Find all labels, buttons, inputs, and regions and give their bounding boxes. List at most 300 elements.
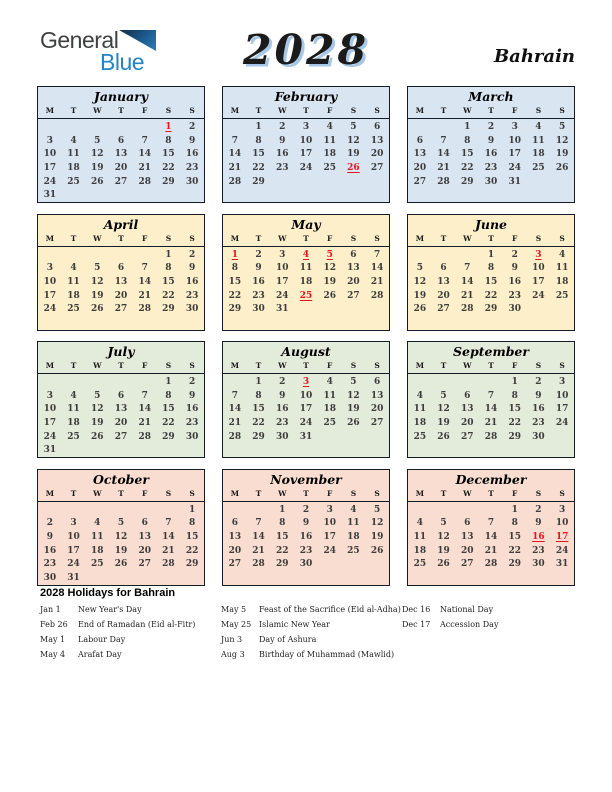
week-row xyxy=(223,531,389,545)
holiday-date: May 4 xyxy=(40,650,66,659)
date-cell: 24 xyxy=(299,418,313,429)
date-cell xyxy=(455,444,479,458)
date-cell: 11 xyxy=(413,404,427,415)
date-cell: 12 xyxy=(370,518,384,529)
date-cell: 24 xyxy=(43,176,57,187)
week-row xyxy=(408,317,574,331)
date-cell: 23 xyxy=(252,290,265,301)
date-cell: 10 xyxy=(67,531,80,542)
date-cell xyxy=(365,317,389,331)
date-cell: 23 xyxy=(43,559,57,570)
date-cell: 16 xyxy=(252,276,265,287)
day-of-week-label: T xyxy=(70,488,77,498)
week-row xyxy=(38,121,204,135)
calendar-year: 2028 xyxy=(242,26,370,74)
date-cell xyxy=(503,317,527,331)
date-cell: 28 xyxy=(484,559,498,570)
day-of-week-label: M xyxy=(415,488,424,498)
date-cell: 25 xyxy=(67,304,80,315)
date-cell xyxy=(432,444,456,458)
date-cell xyxy=(432,572,456,586)
date-cell: 2 xyxy=(535,377,542,387)
date-cell: 17 xyxy=(299,404,313,415)
date-cell: 27 xyxy=(413,176,427,187)
date-cell: 18 xyxy=(91,545,104,556)
date-cell xyxy=(294,176,318,190)
day-of-week-header-row xyxy=(223,233,389,246)
date-cell xyxy=(479,572,503,586)
date-cell: 10 xyxy=(43,276,57,287)
date-cell: 14 xyxy=(228,404,242,415)
date-cell: 28 xyxy=(228,431,242,442)
day-of-week-label: W xyxy=(463,106,472,115)
date-cell xyxy=(408,376,432,390)
date-cell: 14 xyxy=(138,276,151,287)
date-cell: 17 xyxy=(67,545,80,556)
date-cell: 4 xyxy=(70,390,77,401)
week-row xyxy=(38,390,204,404)
day-of-week-label: W xyxy=(278,233,287,243)
date-cell: 22 xyxy=(162,290,175,301)
week-row xyxy=(223,303,389,317)
holiday-item xyxy=(221,634,401,649)
week-row xyxy=(223,376,389,390)
date-cell: 18 xyxy=(413,418,427,429)
date-cell: 17 xyxy=(508,149,521,160)
date-cell: 5 xyxy=(350,122,357,132)
day-of-week-header-row xyxy=(408,360,574,373)
week-row xyxy=(38,403,204,417)
date-cell: 3 xyxy=(559,377,566,387)
week-row xyxy=(223,545,389,559)
date-cell xyxy=(408,189,432,203)
date-cell: 1 xyxy=(464,122,471,132)
month-dates xyxy=(223,118,389,203)
date-cell: 8 xyxy=(189,518,196,529)
month-dates xyxy=(38,501,204,586)
day-of-week-label: T xyxy=(488,361,494,370)
date-cell: 27 xyxy=(347,290,360,301)
date-cell: 23 xyxy=(484,163,498,174)
date-cell: 3 xyxy=(326,504,333,515)
date-cell: 8 xyxy=(165,390,172,401)
date-cell: 21 xyxy=(437,163,450,174)
date-cell: 2 xyxy=(46,518,53,529)
date-cell: 6 xyxy=(350,249,357,260)
date-cell xyxy=(157,317,181,331)
date-cell: 19 xyxy=(437,418,450,429)
day-of-week-label: T xyxy=(488,488,494,498)
date-cell: 31 xyxy=(299,431,313,442)
day-of-week-label: F xyxy=(512,488,518,498)
month-may xyxy=(222,214,390,331)
date-cell: 28 xyxy=(484,431,498,442)
date-cell: 28 xyxy=(252,559,265,570)
date-cell: 2 xyxy=(487,122,495,132)
day-of-week-label: S xyxy=(374,233,380,243)
week-row xyxy=(408,303,574,317)
holiday-item xyxy=(402,604,498,619)
week-row xyxy=(408,558,574,572)
date-cell xyxy=(180,317,204,331)
date-cell: 13 xyxy=(461,404,474,415)
day-of-week-header-row xyxy=(408,488,574,501)
week-row xyxy=(408,176,574,190)
day-of-week-label: T xyxy=(440,488,447,498)
day-of-week-label: W xyxy=(463,488,472,498)
date-cell xyxy=(223,444,247,458)
day-of-week-header-row xyxy=(223,360,389,373)
date-cell: 15 xyxy=(162,276,175,287)
date-cell xyxy=(432,376,456,390)
date-cell: 22 xyxy=(461,163,474,174)
date-cell: 10 xyxy=(532,263,545,274)
date-cell xyxy=(180,444,204,458)
holidays-title: 2028 Holidays for Bahrain xyxy=(40,587,176,599)
week-row xyxy=(38,290,204,304)
day-of-week-label: F xyxy=(512,361,518,370)
date-cell: 4 xyxy=(416,518,423,529)
date-cell: 20 xyxy=(437,290,450,301)
day-of-week-label: T xyxy=(303,106,309,115)
date-cell: 14 xyxy=(162,531,175,542)
day-of-week-label: M xyxy=(230,488,239,498)
date-cell xyxy=(38,376,62,390)
date-cell xyxy=(223,317,247,331)
date-cell xyxy=(455,572,479,586)
day-of-week-label: T xyxy=(70,233,77,243)
date-cell: 2 xyxy=(189,249,196,260)
date-cell: 30 xyxy=(299,559,313,570)
date-cell: 6 xyxy=(464,390,471,401)
date-cell xyxy=(550,317,574,331)
date-cell: 4 xyxy=(559,249,566,260)
day-of-week-label: T xyxy=(255,361,262,370)
day-of-week-label: S xyxy=(350,488,357,498)
week-row xyxy=(223,431,389,445)
date-cell xyxy=(503,572,527,586)
week-row xyxy=(408,431,574,445)
date-cell xyxy=(455,189,479,203)
date-cell xyxy=(294,303,318,317)
date-cell xyxy=(180,189,204,203)
date-cell: 13 xyxy=(114,276,128,287)
week-row xyxy=(38,162,204,176)
date-cell: 5 xyxy=(94,135,101,146)
date-cell xyxy=(550,431,574,445)
day-of-week-label: W xyxy=(463,361,472,370)
date-cell: 12 xyxy=(555,135,569,146)
date-cell: 29 xyxy=(162,304,175,315)
holidays-section xyxy=(40,587,575,659)
date-cell xyxy=(527,317,551,331)
holiday-name: Islamic New Year xyxy=(259,620,330,629)
date-cell: 26 xyxy=(555,163,569,174)
week-row xyxy=(408,376,574,390)
date-cell: 22 xyxy=(252,418,265,429)
date-cell xyxy=(318,303,342,317)
date-cell xyxy=(247,572,271,586)
day-of-week-header-row xyxy=(223,488,389,501)
date-cell: 21 xyxy=(370,276,384,287)
holiday-item xyxy=(221,649,401,664)
day-of-week-label: W xyxy=(278,106,287,115)
date-cell: 19 xyxy=(91,290,104,301)
date-cell: 22 xyxy=(508,545,521,556)
date-cell: 24 xyxy=(299,163,313,174)
month-title: November xyxy=(270,471,342,487)
date-cell: 8 xyxy=(255,135,262,146)
date-cell: 12 xyxy=(437,404,450,415)
date-cell: 16 xyxy=(185,404,199,415)
date-cell: 18 xyxy=(413,545,427,556)
date-cell xyxy=(109,376,133,390)
date-cell: 13 xyxy=(413,149,427,160)
date-cell: 12 xyxy=(347,135,360,146)
date-cell xyxy=(85,572,109,586)
date-cell xyxy=(408,317,432,331)
date-cell xyxy=(109,504,133,518)
date-cell xyxy=(247,317,271,331)
date-cell: 1 xyxy=(189,504,196,515)
day-of-week-label: S xyxy=(165,361,172,370)
date-cell xyxy=(109,121,133,135)
month-dates xyxy=(408,118,574,203)
week-row xyxy=(408,572,574,586)
date-cell: 16 xyxy=(185,276,199,287)
date-cell xyxy=(479,376,503,390)
day-of-week-label: S xyxy=(559,488,565,498)
month-september xyxy=(407,341,575,458)
date-cell xyxy=(157,572,181,586)
date-cell xyxy=(455,504,479,518)
date-cell: 9 xyxy=(189,263,196,274)
day-of-week-label: T xyxy=(70,106,77,115)
date-cell xyxy=(38,317,62,331)
date-cell: 1 xyxy=(511,504,518,515)
holiday-date-cell: 3 xyxy=(535,249,542,260)
date-cell xyxy=(133,249,157,263)
week-row xyxy=(38,558,204,572)
day-of-week-label: S xyxy=(535,361,542,370)
date-cell: 27 xyxy=(437,304,450,315)
day-of-week-label: T xyxy=(118,488,124,498)
date-cell: 10 xyxy=(299,390,313,401)
date-cell: 14 xyxy=(138,149,151,160)
day-of-week-label: M xyxy=(415,361,424,370)
date-cell xyxy=(62,121,86,135)
date-cell: 2 xyxy=(279,377,286,387)
date-cell: 21 xyxy=(252,545,265,556)
date-cell xyxy=(503,444,527,458)
date-cell: 12 xyxy=(437,531,450,542)
date-cell: 22 xyxy=(228,290,242,301)
day-of-week-label: T xyxy=(440,361,447,370)
week-row xyxy=(408,249,574,263)
date-cell: 7 xyxy=(487,390,495,401)
holiday-name: New Year's Day xyxy=(78,605,142,614)
day-of-week-label: T xyxy=(440,106,447,115)
date-cell: 30 xyxy=(185,431,199,442)
day-of-week-label: F xyxy=(142,106,148,115)
day-of-week-header-row xyxy=(408,105,574,118)
date-cell: 17 xyxy=(43,418,57,429)
date-cell: 5 xyxy=(94,390,101,401)
week-row xyxy=(38,572,204,586)
date-cell: 7 xyxy=(464,263,471,274)
holiday-date-cell: 5 xyxy=(326,249,333,260)
date-cell: 2 xyxy=(302,504,310,515)
month-dates xyxy=(408,246,574,331)
date-cell: 10 xyxy=(276,263,289,274)
date-cell: 28 xyxy=(138,431,151,442)
holiday-item xyxy=(402,619,498,634)
date-cell: 21 xyxy=(228,418,242,429)
week-row xyxy=(223,317,389,331)
month-july xyxy=(37,341,205,458)
month-title: April xyxy=(103,216,139,232)
date-cell: 10 xyxy=(43,404,57,415)
date-cell: 13 xyxy=(114,149,128,160)
week-row xyxy=(223,403,389,417)
date-cell xyxy=(109,189,133,203)
date-cell: 2 xyxy=(279,122,286,132)
page-header xyxy=(0,0,612,86)
date-cell xyxy=(365,444,389,458)
date-cell xyxy=(109,572,133,586)
date-cell: 5 xyxy=(350,377,357,387)
date-cell: 2 xyxy=(189,122,196,132)
week-row xyxy=(223,444,389,458)
week-row xyxy=(223,135,389,149)
date-cell: 1 xyxy=(255,122,262,132)
date-cell xyxy=(62,189,86,203)
month-title: May xyxy=(291,216,321,232)
week-row xyxy=(223,417,389,431)
date-cell: 6 xyxy=(231,518,238,529)
date-cell: 14 xyxy=(461,276,474,287)
day-of-week-label: S xyxy=(350,361,357,370)
week-row xyxy=(408,504,574,518)
date-cell: 9 xyxy=(279,135,286,146)
date-cell xyxy=(85,249,109,263)
date-cell xyxy=(503,189,527,203)
date-cell: 13 xyxy=(370,390,384,401)
date-cell xyxy=(85,376,109,390)
date-cell: 12 xyxy=(347,390,360,401)
date-cell: 9 xyxy=(189,390,196,401)
date-cell: 21 xyxy=(484,418,498,429)
day-of-week-label: F xyxy=(142,233,148,243)
date-cell xyxy=(223,504,247,518)
day-of-week-label: F xyxy=(142,488,148,498)
day-of-week-label: W xyxy=(278,361,287,370)
week-row xyxy=(38,531,204,545)
date-cell: 24 xyxy=(43,431,57,442)
date-cell xyxy=(527,189,551,203)
date-cell: 3 xyxy=(46,390,53,401)
date-cell: 23 xyxy=(185,418,199,429)
day-of-week-label: S xyxy=(165,106,172,115)
holiday-date-cell: 17 xyxy=(555,531,569,542)
holiday-date-cell: 1 xyxy=(231,249,238,260)
date-cell: 27 xyxy=(228,559,242,570)
date-cell: 14 xyxy=(138,404,151,415)
date-cell xyxy=(550,176,574,190)
date-cell: 26 xyxy=(437,559,450,570)
week-row xyxy=(408,403,574,417)
date-cell: 16 xyxy=(532,404,545,415)
date-cell: 17 xyxy=(276,276,289,287)
date-cell xyxy=(408,249,432,263)
date-cell: 8 xyxy=(231,263,238,274)
month-title: June xyxy=(474,216,508,232)
week-row xyxy=(408,444,574,458)
day-of-week-label: S xyxy=(535,106,542,115)
day-of-week-label: S xyxy=(374,488,380,498)
date-cell: 7 xyxy=(255,518,262,529)
day-of-week-label: F xyxy=(327,106,333,115)
date-cell: 8 xyxy=(511,390,518,401)
date-cell: 21 xyxy=(461,290,474,301)
day-of-week-header-row xyxy=(408,233,574,246)
holiday-column xyxy=(402,604,498,634)
date-cell: 3 xyxy=(46,135,53,146)
date-cell: 25 xyxy=(413,559,427,570)
date-cell xyxy=(109,444,133,458)
holiday-name: End of Ramadan (Eid al-Fitr) xyxy=(78,620,196,629)
date-cell: 7 xyxy=(231,390,238,401)
date-cell xyxy=(408,121,432,135)
date-cell xyxy=(408,572,432,586)
date-cell xyxy=(550,189,574,203)
holiday-item xyxy=(40,619,195,634)
date-cell: 13 xyxy=(228,531,242,542)
date-cell: 29 xyxy=(508,559,521,570)
date-cell xyxy=(85,317,109,331)
date-cell: 6 xyxy=(440,263,447,274)
date-cell xyxy=(365,176,389,190)
day-of-week-label: S xyxy=(350,106,357,115)
date-cell: 16 xyxy=(43,545,57,556)
date-cell xyxy=(479,444,503,458)
date-cell xyxy=(342,317,366,331)
date-cell xyxy=(157,504,181,518)
date-cell xyxy=(550,572,574,586)
date-cell xyxy=(342,303,366,317)
date-cell xyxy=(133,376,157,390)
date-cell: 1 xyxy=(487,249,495,260)
week-row xyxy=(38,189,204,203)
day-of-week-header-row xyxy=(38,233,204,246)
date-cell: 10 xyxy=(43,149,57,160)
day-of-week-label: S xyxy=(165,233,172,243)
day-of-week-label: T xyxy=(488,106,494,115)
week-row xyxy=(408,276,574,290)
date-cell: 5 xyxy=(559,122,566,132)
date-cell xyxy=(550,444,574,458)
date-cell xyxy=(133,504,157,518)
day-of-week-label: W xyxy=(93,106,102,115)
date-cell: 12 xyxy=(114,531,128,542)
date-cell: 30 xyxy=(484,176,498,187)
week-row xyxy=(408,517,574,531)
date-cell xyxy=(133,189,157,203)
date-cell xyxy=(294,572,318,586)
date-cell: 3 xyxy=(279,249,286,260)
date-cell: 11 xyxy=(299,263,313,274)
date-cell: 18 xyxy=(555,276,569,287)
